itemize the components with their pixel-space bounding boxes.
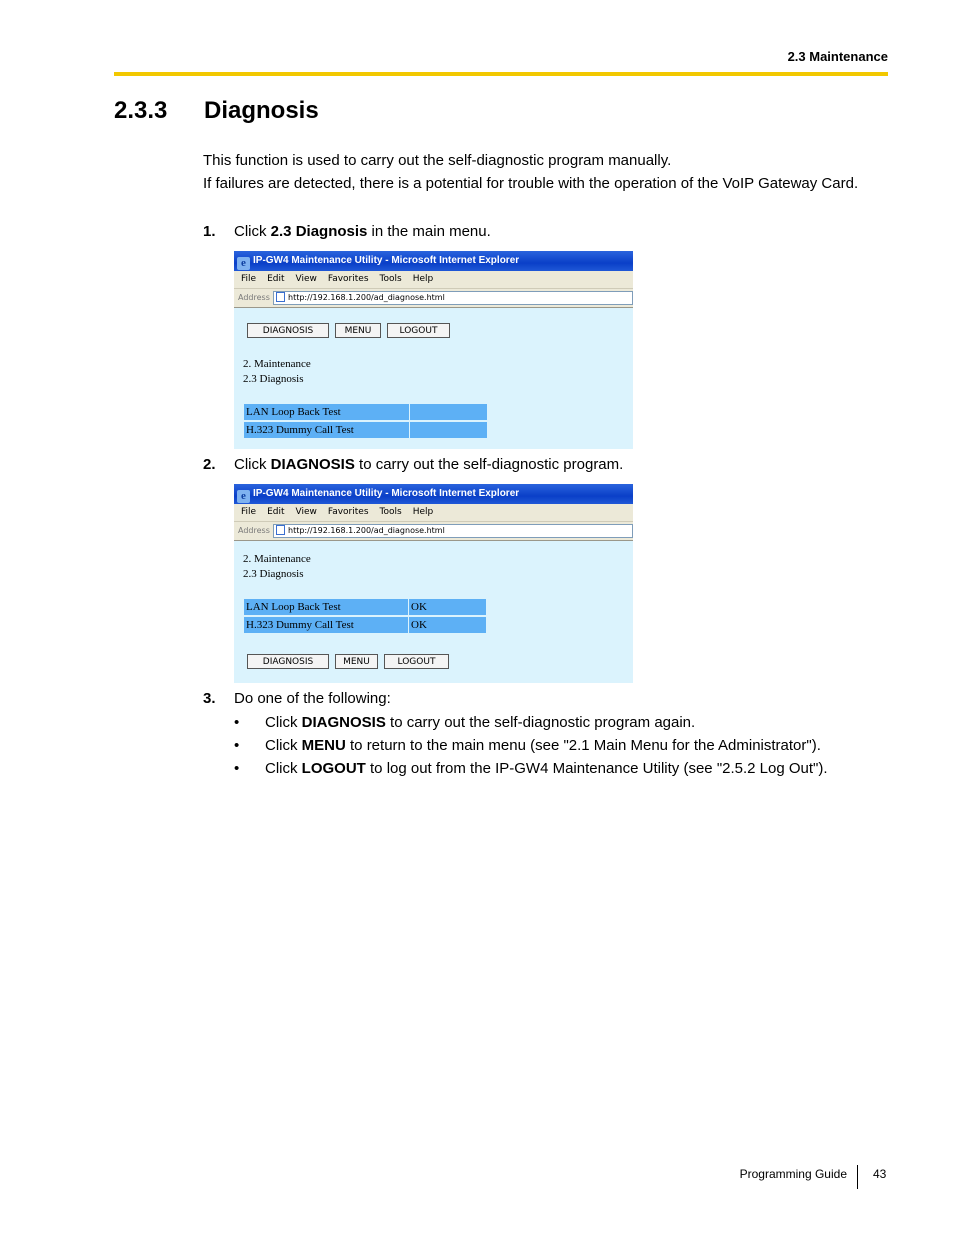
menu-favorites[interactable]: Favorites: [327, 507, 369, 517]
test-name-h323: H.323 Dummy Call Test: [244, 422, 409, 438]
logout-button[interactable]: LOGOUT: [387, 323, 450, 338]
breadcrumb-diagnosis: 2.3 Diagnosis: [243, 568, 304, 580]
menu-tools[interactable]: Tools: [379, 274, 402, 284]
address-label: Address: [238, 293, 270, 302]
diagnosis-button[interactable]: DIAGNOSIS: [247, 654, 329, 669]
menu-help[interactable]: Help: [412, 507, 434, 517]
test-result-h323: OK: [409, 617, 486, 633]
address-url: http://192.168.1.200/ad_diagnose.html: [288, 293, 445, 302]
bullet-3-pre: Click: [265, 760, 302, 777]
bullet-3-post: to log out from the IP-GW4 Maintenance Utility (see "2.5.2 Log Out").: [365, 760, 828, 777]
window-titlebar: [234, 251, 633, 271]
logout-button[interactable]: LOGOUT: [384, 654, 449, 669]
bullet-1-text: [265, 714, 695, 731]
step-3-text: Do one of the following:: [234, 690, 391, 707]
menu-button[interactable]: MENU: [335, 654, 378, 669]
page-icon: [276, 525, 285, 535]
page-content: [234, 541, 633, 683]
page-icon: [276, 292, 285, 302]
test-name-lan-loop: LAN Loop Back Test: [244, 404, 409, 420]
bullet-3-text: [265, 760, 828, 777]
diagnosis-button[interactable]: DIAGNOSIS: [247, 323, 329, 338]
browser-screenshot-2: [234, 484, 633, 683]
step-2-number: 2.: [203, 456, 216, 473]
address-field[interactable]: [273, 524, 633, 538]
bullet-1-post: to carry out the self-diagnostic program again.: [385, 714, 696, 731]
bullet-2-post: to return to the main menu (see "2.1 Main Menu for the Administrator").: [345, 737, 821, 754]
test-name-lan-loop: LAN Loop Back Test: [244, 599, 408, 615]
menu-file[interactable]: File: [241, 507, 257, 517]
bullet-1-bold: DIAGNOSIS: [301, 714, 386, 731]
step-2-bold: DIAGNOSIS: [270, 456, 355, 473]
footer-separator: [857, 1165, 858, 1189]
menu-bar: [234, 271, 633, 289]
step-1-bold: 2.3 Diagnosis: [270, 223, 368, 240]
address-bar: [234, 289, 633, 308]
window-title: IP-GW4 Maintenance Utility - Microsoft Internet Explorer: [253, 488, 520, 499]
step-1-post: in the main menu.: [367, 223, 491, 240]
page-content: [234, 308, 633, 449]
breadcrumb-maintenance: 2. Maintenance: [243, 553, 311, 565]
menu-file[interactable]: File: [241, 274, 257, 284]
bullet-2-symbol: •: [234, 737, 240, 754]
bullet-2-text: [265, 737, 821, 754]
address-label: Address: [238, 526, 270, 535]
section-title: [114, 97, 319, 125]
menu-bar: [234, 504, 633, 522]
menu-tools[interactable]: Tools: [379, 507, 402, 517]
step-1-text: [234, 223, 491, 240]
bullet-1-symbol: •: [234, 714, 240, 731]
intro-line-1: This function is used to carry out the self-diagnostic program manually.: [203, 152, 672, 169]
step-1-number: 1.: [203, 223, 216, 240]
test-result-lan-loop: [410, 404, 487, 420]
intro-line-2: If failures are detected, there is a potential for trouble with the operation of the VoIP Gateway Card.: [203, 175, 859, 192]
window-titlebar: [234, 484, 633, 504]
menu-edit[interactable]: Edit: [267, 274, 285, 284]
bullet-1-pre: Click: [265, 714, 302, 731]
menu-view[interactable]: View: [295, 507, 317, 517]
step-1-pre: Click: [234, 223, 271, 240]
step-2-post: to carry out the self-diagnostic program.: [354, 456, 624, 473]
bullet-2-pre: Click: [265, 737, 302, 754]
breadcrumb-diagnosis: 2.3 Diagnosis: [243, 373, 304, 385]
step-2-pre: Click: [234, 456, 271, 473]
bullet-2-bold: MENU: [301, 737, 346, 754]
step-2-text: [234, 456, 623, 473]
test-result-h323: [410, 422, 487, 438]
address-url: http://192.168.1.200/ad_diagnose.html: [288, 526, 445, 535]
test-result-lan-loop: OK: [409, 599, 486, 615]
bullet-3-symbol: •: [234, 760, 240, 777]
bullet-3-bold: LOGOUT: [301, 760, 366, 777]
breadcrumb-maintenance: 2. Maintenance: [243, 358, 311, 370]
menu-favorites[interactable]: Favorites: [327, 274, 369, 284]
test-name-h323: H.323 Dummy Call Test: [244, 617, 408, 633]
running-header: 2.3 Maintenance: [787, 49, 888, 64]
window-title: IP-GW4 Maintenance Utility - Microsoft Internet Explorer: [253, 255, 520, 266]
menu-view[interactable]: View: [295, 274, 317, 284]
address-bar: [234, 522, 633, 541]
menu-help[interactable]: Help: [412, 274, 434, 284]
browser-screenshot-1: [234, 251, 633, 449]
section-heading: Diagnosis: [204, 97, 319, 124]
footer-guide-label: Programming Guide: [739, 1167, 847, 1181]
ie-logo-icon: e: [237, 490, 250, 503]
section-number: 2.3.3: [114, 97, 168, 124]
menu-edit[interactable]: Edit: [267, 507, 285, 517]
menu-button[interactable]: MENU: [335, 323, 381, 338]
step-3-number: 3.: [203, 690, 216, 707]
page-number: 43: [873, 1167, 887, 1181]
address-field[interactable]: [273, 291, 633, 305]
header-rule: [114, 72, 888, 76]
ie-logo-icon: e: [237, 257, 250, 270]
